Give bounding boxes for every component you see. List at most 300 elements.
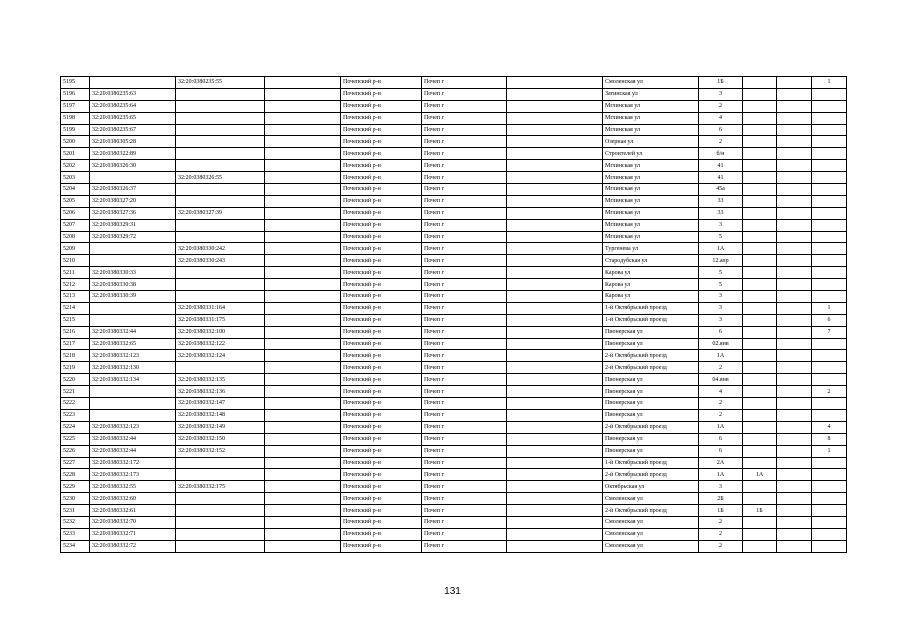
cell-cadastral-number-2 — [176, 362, 265, 374]
cell-cadastral-number-2: 32:20:0380332:122 — [176, 338, 265, 350]
cell-flat: 6 — [812, 314, 847, 326]
cell-row-number: 5230 — [61, 493, 90, 505]
cell-empty-cell — [777, 505, 812, 517]
cell-city: Почеп г — [422, 148, 507, 160]
cell-row-number: 5225 — [61, 433, 90, 445]
cell-row-number: 5219 — [61, 362, 90, 374]
cell-empty-cell — [777, 409, 812, 421]
table-row — [61, 184, 847, 196]
cell-district: Почепский р-н — [341, 160, 422, 172]
cell-cadastral-number: 32:20:0380332:65 — [90, 338, 176, 350]
cell-cadastral-number-2: 32:20:0380332:149 — [176, 421, 265, 433]
table-row — [61, 374, 847, 386]
cell-row-number: 5208 — [61, 231, 90, 243]
cell-building — [743, 172, 777, 184]
cell-row-number: 5204 — [61, 184, 90, 196]
cell-city: Почеп г — [422, 374, 507, 386]
cell-empty-cell — [265, 445, 341, 457]
cell-building — [743, 148, 777, 160]
cell-cadastral-number: 32:20:0380332:123 — [90, 350, 176, 362]
cell-district: Почепский р-н — [341, 469, 422, 481]
cell-flat — [812, 255, 847, 267]
cell-cadastral-number-2: 32:20:0380332:150 — [176, 433, 265, 445]
cell-empty-cell — [507, 160, 603, 172]
cell-cadastral-number: 32:20:0380332:130 — [90, 362, 176, 374]
cell-flat — [812, 493, 847, 505]
table-row — [61, 516, 847, 528]
cell-flat — [812, 540, 847, 552]
table-row — [61, 302, 847, 314]
cell-house-number: 33 — [699, 207, 743, 219]
cell-empty-cell — [777, 516, 812, 528]
cell-house-number: 2 — [699, 398, 743, 410]
cell-city: Почеп г — [422, 279, 507, 291]
table-row — [61, 398, 847, 410]
cell-row-number: 5221 — [61, 386, 90, 398]
cell-district: Почепский р-н — [341, 445, 422, 457]
table-row — [61, 255, 847, 267]
cell-cadastral-number: 32:20:0380322:89 — [90, 148, 176, 160]
table-row — [61, 219, 847, 231]
cell-flat — [812, 124, 847, 136]
cell-flat — [812, 279, 847, 291]
cell-cadastral-number: 32:20:0380330:38 — [90, 279, 176, 291]
table-row — [61, 409, 847, 421]
cell-flat — [812, 338, 847, 350]
table-row — [61, 195, 847, 207]
table-row — [61, 77, 847, 89]
cell-city: Почеп г — [422, 338, 507, 350]
cell-row-number: 5214 — [61, 302, 90, 314]
cell-cadastral-number: 32:20:0380235:64 — [90, 100, 176, 112]
cell-building — [743, 160, 777, 172]
cell-cadastral-number-2 — [176, 540, 265, 552]
cell-district: Почепский р-н — [341, 291, 422, 303]
cell-street: Пионерская ул — [603, 338, 699, 350]
cell-building — [743, 267, 777, 279]
cell-house-number: 1Б — [699, 505, 743, 517]
cell-empty-cell — [265, 326, 341, 338]
cell-empty-cell — [507, 100, 603, 112]
table-row — [61, 433, 847, 445]
table-row — [61, 291, 847, 303]
table-row — [61, 338, 847, 350]
cell-empty-cell — [265, 124, 341, 136]
cell-flat: 7 — [812, 326, 847, 338]
cell-street: 2-й Октябрьский проезд — [603, 505, 699, 517]
cell-house-number: б/н — [699, 148, 743, 160]
cell-cadastral-number: 32:20:0380332:72 — [90, 540, 176, 552]
cell-empty-cell — [777, 195, 812, 207]
cell-empty-cell — [265, 267, 341, 279]
cell-empty-cell — [507, 184, 603, 196]
cell-house-number: 41 — [699, 172, 743, 184]
cell-building — [743, 136, 777, 148]
cell-empty-cell — [507, 516, 603, 528]
cell-district: Почепский р-н — [341, 457, 422, 469]
cell-district: Почепский р-н — [341, 540, 422, 552]
cell-row-number: 5217 — [61, 338, 90, 350]
cell-empty-cell — [777, 481, 812, 493]
cell-cadastral-number: 32:20:0380332:61 — [90, 505, 176, 517]
cell-district: Почепский р-н — [341, 148, 422, 160]
cell-empty-cell — [265, 457, 341, 469]
cell-street: Карова ул — [603, 267, 699, 279]
cell-city: Почеп г — [422, 362, 507, 374]
cell-empty-cell — [265, 374, 341, 386]
cell-cadastral-number: 32:20:0380332:44 — [90, 445, 176, 457]
cell-house-number: 1А — [699, 243, 743, 255]
cell-street: Мглинская ул — [603, 231, 699, 243]
cell-empty-cell — [265, 362, 341, 374]
cell-row-number: 5199 — [61, 124, 90, 136]
cell-cadastral-number-2 — [176, 136, 265, 148]
cell-street: Смоленская ул — [603, 493, 699, 505]
cell-empty-cell — [777, 77, 812, 89]
cell-house-number: 2 — [699, 540, 743, 552]
cell-street: Пионерская ул — [603, 409, 699, 421]
cell-district: Почепский р-н — [341, 326, 422, 338]
cell-flat — [812, 267, 847, 279]
cell-street: Пионерская ул — [603, 374, 699, 386]
cell-building — [743, 124, 777, 136]
cell-empty-cell — [507, 148, 603, 160]
cell-row-number: 5222 — [61, 398, 90, 410]
cell-empty-cell — [777, 314, 812, 326]
cell-cadastral-number-2 — [176, 528, 265, 540]
cell-building: 1Б — [743, 505, 777, 517]
cell-empty-cell — [777, 172, 812, 184]
cell-street: Мглинская ул — [603, 100, 699, 112]
cell-house-number: 3 — [699, 88, 743, 100]
cell-empty-cell — [777, 243, 812, 255]
cell-house-number: 3 — [699, 302, 743, 314]
cell-cadastral-number: 32:20:0380305:28 — [90, 136, 176, 148]
cell-row-number: 5196 — [61, 88, 90, 100]
cell-district: Почепский р-н — [341, 279, 422, 291]
cell-empty-cell — [777, 112, 812, 124]
cell-flat — [812, 457, 847, 469]
cell-cadastral-number: 32:20:0380332:44 — [90, 433, 176, 445]
cell-row-number: 5205 — [61, 195, 90, 207]
cell-building — [743, 231, 777, 243]
cell-street: 1-й Октябрьский проезд — [603, 314, 699, 326]
cell-district: Почепский р-н — [341, 231, 422, 243]
cell-empty-cell — [265, 398, 341, 410]
cell-cadastral-number-2: 32:20:0380332:135 — [176, 374, 265, 386]
cell-empty-cell — [265, 195, 341, 207]
cell-city: Почеп г — [422, 433, 507, 445]
cell-street: Карова ул — [603, 279, 699, 291]
cell-flat — [812, 243, 847, 255]
cell-cadastral-number-2 — [176, 231, 265, 243]
cell-building — [743, 398, 777, 410]
cell-empty-cell — [507, 540, 603, 552]
cell-city: Почеп г — [422, 243, 507, 255]
cell-cadastral-number-2 — [176, 493, 265, 505]
property-table — [60, 76, 847, 553]
cell-empty-cell — [265, 516, 341, 528]
cell-flat: 8 — [812, 433, 847, 445]
cell-cadastral-number-2 — [176, 469, 265, 481]
cell-empty-cell — [265, 88, 341, 100]
cell-empty-cell — [265, 505, 341, 517]
cell-house-number: 1А — [699, 469, 743, 481]
cell-empty-cell — [507, 231, 603, 243]
cell-empty-cell — [507, 207, 603, 219]
cell-empty-cell — [265, 112, 341, 124]
cell-row-number: 5198 — [61, 112, 90, 124]
cell-empty-cell — [777, 445, 812, 457]
cell-building — [743, 279, 777, 291]
cell-flat: 2 — [812, 386, 847, 398]
cell-cadastral-number: 32:20:0380329:72 — [90, 231, 176, 243]
cell-city: Почеп г — [422, 136, 507, 148]
cell-district: Почепский р-н — [341, 255, 422, 267]
page-number: 131 — [444, 586, 461, 597]
cell-row-number: 5232 — [61, 516, 90, 528]
cell-district: Почепский р-н — [341, 112, 422, 124]
cell-empty-cell — [265, 493, 341, 505]
cell-empty-cell — [265, 528, 341, 540]
cell-empty-cell — [507, 457, 603, 469]
cell-flat: 4 — [812, 421, 847, 433]
cell-district: Почепский р-н — [341, 195, 422, 207]
cell-cadastral-number — [90, 172, 176, 184]
table-row — [61, 148, 847, 160]
cell-building — [743, 195, 777, 207]
cell-house-number: 3 — [699, 481, 743, 493]
cell-district: Почепский р-н — [341, 124, 422, 136]
cell-empty-cell — [265, 279, 341, 291]
cell-cadastral-number-2 — [176, 160, 265, 172]
cell-empty-cell — [265, 421, 341, 433]
cell-building — [743, 243, 777, 255]
cell-row-number: 5220 — [61, 374, 90, 386]
cell-house-number: 33 — [699, 195, 743, 207]
cell-house-number: 6 — [699, 124, 743, 136]
cell-empty-cell — [777, 326, 812, 338]
cell-flat — [812, 160, 847, 172]
cell-row-number: 5213 — [61, 291, 90, 303]
cell-district: Почепский р-н — [341, 516, 422, 528]
cell-district: Почепский р-н — [341, 350, 422, 362]
cell-building — [743, 481, 777, 493]
cell-empty-cell — [777, 457, 812, 469]
cell-cadastral-number — [90, 243, 176, 255]
cell-cadastral-number-2 — [176, 100, 265, 112]
cell-cadastral-number: 32:20:0380332:71 — [90, 528, 176, 540]
cell-flat: 1 — [812, 445, 847, 457]
cell-flat — [812, 291, 847, 303]
cell-empty-cell — [507, 493, 603, 505]
cell-house-number: 45а — [699, 184, 743, 196]
cell-row-number: 5216 — [61, 326, 90, 338]
cell-empty-cell — [507, 267, 603, 279]
cell-street: Карова ул — [603, 291, 699, 303]
cell-district: Почепский р-н — [341, 219, 422, 231]
cell-city: Почеп г — [422, 77, 507, 89]
cell-row-number: 5223 — [61, 409, 90, 421]
cell-cadastral-number-2: 32:20:0380332:175 — [176, 481, 265, 493]
cell-street: 2-й Октябрьский проезд — [603, 350, 699, 362]
cell-house-number: 6 — [699, 326, 743, 338]
cell-street: Мглинская ул — [603, 207, 699, 219]
cell-city: Почеп г — [422, 469, 507, 481]
cell-street: Стародубская ул — [603, 255, 699, 267]
cell-district: Почепский р-н — [341, 267, 422, 279]
cell-city: Почеп г — [422, 160, 507, 172]
cell-city: Почеп г — [422, 172, 507, 184]
cell-flat — [812, 350, 847, 362]
cell-empty-cell — [777, 279, 812, 291]
cell-house-number: 6 — [699, 433, 743, 445]
cell-building — [743, 445, 777, 457]
cell-house-number: 5 — [699, 231, 743, 243]
cell-empty-cell — [265, 386, 341, 398]
cell-building — [743, 362, 777, 374]
cell-cadastral-number: 32:20:0380235:67 — [90, 124, 176, 136]
table-row — [61, 267, 847, 279]
cell-empty-cell — [777, 362, 812, 374]
cell-empty-cell — [507, 136, 603, 148]
cell-flat — [812, 112, 847, 124]
cell-city: Почеп г — [422, 326, 507, 338]
cell-empty-cell — [507, 291, 603, 303]
cell-street: Смоленская ул — [603, 540, 699, 552]
cell-city: Почеп г — [422, 457, 507, 469]
cell-city: Почеп г — [422, 207, 507, 219]
cell-empty-cell — [777, 386, 812, 398]
cell-cadastral-number-2 — [176, 516, 265, 528]
cell-city: Почеп г — [422, 445, 507, 457]
cell-district: Почепский р-н — [341, 362, 422, 374]
cell-flat — [812, 172, 847, 184]
cell-empty-cell — [777, 231, 812, 243]
cell-empty-cell — [265, 136, 341, 148]
cell-empty-cell — [507, 88, 603, 100]
cell-row-number: 5212 — [61, 279, 90, 291]
cell-street: Мглинская ул — [603, 195, 699, 207]
cell-district: Почепский р-н — [341, 386, 422, 398]
table-row — [61, 326, 847, 338]
cell-house-number: 1А — [699, 350, 743, 362]
cell-empty-cell — [777, 100, 812, 112]
cell-cadastral-number: 32:20:0380332:70 — [90, 516, 176, 528]
cell-cadastral-number-2: 32:20:0380332:152 — [176, 445, 265, 457]
cell-empty-cell — [507, 398, 603, 410]
cell-flat — [812, 219, 847, 231]
cell-empty-cell — [265, 160, 341, 172]
cell-empty-cell — [265, 469, 341, 481]
cell-building — [743, 77, 777, 89]
cell-row-number: 5231 — [61, 505, 90, 517]
cell-row-number: 5218 — [61, 350, 90, 362]
cell-empty-cell — [507, 219, 603, 231]
cell-house-number: 2 — [699, 136, 743, 148]
cell-empty-cell — [777, 469, 812, 481]
cell-building — [743, 88, 777, 100]
cell-row-number: 5233 — [61, 528, 90, 540]
cell-cadastral-number: 32:20:0380332:134 — [90, 374, 176, 386]
cell-district: Почепский р-н — [341, 136, 422, 148]
cell-cadastral-number: 32:20:0380332:173 — [90, 469, 176, 481]
cell-cadastral-number: 32:20:0380235:65 — [90, 112, 176, 124]
cell-empty-cell — [265, 409, 341, 421]
cell-empty-cell — [507, 314, 603, 326]
cell-flat — [812, 469, 847, 481]
cell-street: 1-й Октябрьский проезд — [603, 302, 699, 314]
cell-house-number: 1А — [699, 421, 743, 433]
cell-building — [743, 291, 777, 303]
cell-district: Почепский р-н — [341, 77, 422, 89]
cell-empty-cell — [507, 338, 603, 350]
cell-street: Смоленская ул — [603, 77, 699, 89]
cell-city: Почеп г — [422, 421, 507, 433]
cell-cadastral-number-2: 32:20:0380331:175 — [176, 314, 265, 326]
cell-city: Почеп г — [422, 184, 507, 196]
table-row — [61, 231, 847, 243]
cell-district: Почепский р-н — [341, 528, 422, 540]
cell-empty-cell — [507, 362, 603, 374]
cell-cadastral-number: 32:20:0380332:60 — [90, 493, 176, 505]
cell-city: Почеп г — [422, 100, 507, 112]
cell-empty-cell — [777, 350, 812, 362]
cell-cadastral-number: 32:20:0380330:39 — [90, 291, 176, 303]
cell-cadastral-number-2 — [176, 124, 265, 136]
cell-city: Почеп г — [422, 528, 507, 540]
cell-empty-cell — [507, 421, 603, 433]
cell-district: Почепский р-н — [341, 481, 422, 493]
cell-empty-cell — [777, 493, 812, 505]
cell-district: Почепский р-н — [341, 100, 422, 112]
cell-empty-cell — [777, 160, 812, 172]
cell-empty-cell — [265, 172, 341, 184]
cell-flat — [812, 362, 847, 374]
cell-house-number: 3 — [699, 219, 743, 231]
cell-building — [743, 528, 777, 540]
cell-empty-cell — [777, 124, 812, 136]
cell-house-number: 5 — [699, 279, 743, 291]
cell-district: Почепский р-н — [341, 302, 422, 314]
cell-empty-cell — [507, 433, 603, 445]
cell-building — [743, 493, 777, 505]
cell-building — [743, 421, 777, 433]
cell-cadastral-number-2: 32:20:0380330:242 — [176, 243, 265, 255]
cell-street: Мглинская ул — [603, 112, 699, 124]
cell-house-number: 4 — [699, 386, 743, 398]
cell-empty-cell — [777, 219, 812, 231]
cell-house-number: 6 — [699, 445, 743, 457]
cell-city: Почеп г — [422, 350, 507, 362]
table-row — [61, 350, 847, 362]
cell-empty-cell — [507, 386, 603, 398]
cell-city: Почеп г — [422, 291, 507, 303]
table-row — [61, 481, 847, 493]
cell-street: Октябрьская ул — [603, 481, 699, 493]
table-row — [61, 540, 847, 552]
cell-street: Пионерская ул — [603, 398, 699, 410]
cell-flat — [812, 398, 847, 410]
cell-cadastral-number: 32:20:0380332:172 — [90, 457, 176, 469]
cell-cadastral-number — [90, 386, 176, 398]
cell-row-number: 5228 — [61, 469, 90, 481]
cell-district: Почепский р-н — [341, 243, 422, 255]
cell-cadastral-number-2: 32:20:0380235:55 — [176, 77, 265, 89]
cell-district: Почепский р-н — [341, 409, 422, 421]
cell-building — [743, 314, 777, 326]
cell-empty-cell — [265, 77, 341, 89]
